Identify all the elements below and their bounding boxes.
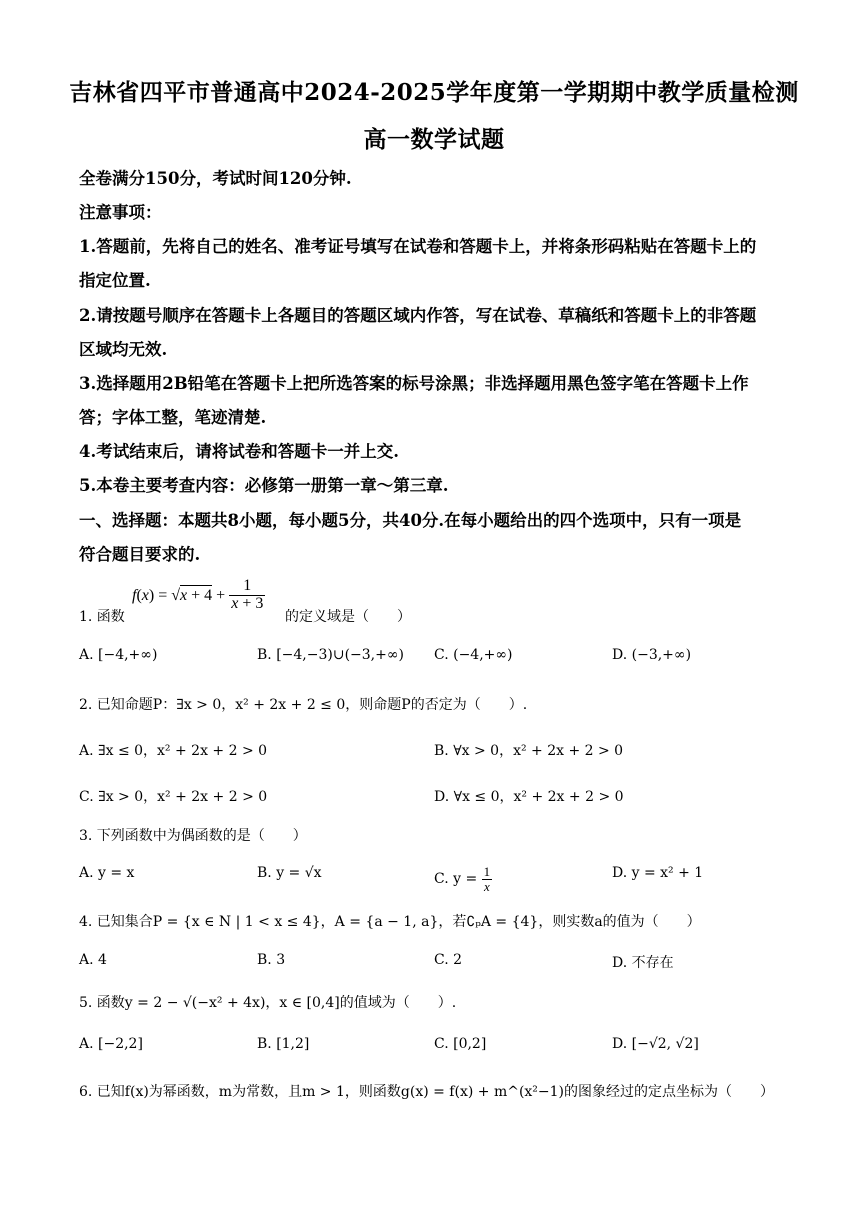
question-1-option-d[interactable]: D. (−3,+∞) bbox=[612, 647, 692, 663]
question-4-stem: 4. 已知集合P = {x ∈ N | 1 < x ≤ 4}，A = {a − 1, a}，若∁ₚA = {4}，则实数a的值为（ ） bbox=[79, 914, 701, 930]
note-item-3a: 3.选择题用2B铅笔在答题卡上把所选答案的标号涂黑；非选择题用黑色签字笔在答题卡上作 bbox=[79, 374, 749, 393]
question-4-option-c[interactable]: C. 2 bbox=[434, 952, 463, 968]
question-2-option-d[interactable]: D. ∀x ≤ 0，x² + 2x + 2 > 0 bbox=[434, 789, 624, 805]
question-5-option-b[interactable]: B. [1,2] bbox=[257, 1036, 310, 1052]
question-3-option-a[interactable]: A. y = x bbox=[79, 865, 135, 881]
question-4-option-a[interactable]: A. 4 bbox=[79, 952, 107, 968]
question-5-stem: 5. 函数y = 2 − √(−x² + 4x)，x ∈ [0,4]的值域为（ ）. bbox=[79, 995, 457, 1011]
note-item-1a: 1.答题前，先将自己的姓名、准考证号填写在试卷和答题卡上，并将条形码粘贴在答题卡上的 bbox=[79, 237, 757, 256]
question-1-option-b[interactable]: B. [−4,−3)∪(−3,+∞) bbox=[257, 647, 404, 663]
question-3-stem: 3. 下列函数中为偶函数的是（ ） bbox=[79, 828, 307, 844]
note-item-3b: 答；字体工整，笔迹清楚. bbox=[79, 408, 267, 427]
note-item-5: 5.本卷主要考查内容：必修第一册第一章～第三章. bbox=[79, 476, 449, 495]
exam-title-line1: 吉林省四平市普通高中2024-2025学年度第一学期期中教学质量检测 bbox=[69, 79, 799, 106]
note-item-2b: 区域均无效. bbox=[79, 340, 168, 359]
question-2-stem: 2. 已知命题P：∃x > 0，x² + 2x + 2 ≤ 0，则命题P的否定为（ ）. bbox=[79, 697, 528, 713]
question-2-option-b[interactable]: B. ∀x > 0，x² + 2x + 2 > 0 bbox=[434, 743, 624, 759]
question-5-option-d[interactable]: D. [−√2, √2] bbox=[612, 1036, 699, 1052]
exam-title-line2: 高一数学试题 bbox=[363, 126, 505, 153]
question-1-option-c[interactable]: C. (−4,+∞) bbox=[434, 647, 513, 663]
notes-heading: 注意事项： bbox=[79, 203, 162, 222]
question-1-option-a[interactable]: A. [−4,+∞) bbox=[79, 647, 158, 663]
question-3-option-c[interactable] bbox=[434, 865, 492, 893]
question-1-stem-end: 的定义域是（ ） bbox=[285, 609, 411, 625]
question-5-option-a[interactable]: A. [−2,2] bbox=[79, 1036, 143, 1052]
question-2-option-c[interactable]: C. ∃x > 0，x² + 2x + 2 > 0 bbox=[79, 789, 268, 805]
question-3-option-c-fraction: $\frac{1}{x}$ bbox=[483, 864, 491, 894]
section1-heading-a: 一、选择题：本题共8小题，每小题5分，共40分.在每小题给出的四个选项中，只有一项是 bbox=[79, 511, 742, 530]
question-3-option-d[interactable]: D. y = x² + 1 bbox=[612, 865, 704, 881]
question-6-stem: 6. 已知f(x)为幂函数，m为常数，且m > 1，则函数g(x) = f(x) + m^(x²−1)的图象经过的定点坐标为（ ） bbox=[79, 1084, 775, 1100]
question-1-formula: f(x) = √x + 4 + $\frac{1}{x + 3}$ bbox=[132, 577, 264, 612]
question-2-option-a[interactable]: A. ∃x ≤ 0，x² + 2x + 2 > 0 bbox=[79, 743, 268, 759]
question-3-option-b[interactable]: B. y = √x bbox=[257, 865, 322, 881]
question-4-option-b[interactable]: B. 3 bbox=[257, 952, 286, 968]
question-3-option-c-label: C. y = bbox=[434, 871, 478, 888]
note-item-2a: 2.请按题号顺序在答题卡上各题目的答题区域内作答，写在试卷、草稿纸和答题卡上的非答题 bbox=[79, 306, 757, 325]
question-4-option-d[interactable]: D. 不存在 bbox=[612, 955, 674, 971]
score-time-note: 全卷满分150分，考试时间120分钟. bbox=[79, 169, 352, 188]
question-1-number: 1. 函数 bbox=[79, 609, 125, 625]
section1-heading-b: 符合题目要求的. bbox=[79, 545, 201, 564]
question-5-option-c[interactable]: C. [0,2] bbox=[434, 1036, 487, 1052]
note-item-1b: 指定位置. bbox=[79, 271, 151, 290]
note-item-4: 4.考试结束后，请将试卷和答题卡一并上交. bbox=[79, 442, 399, 461]
